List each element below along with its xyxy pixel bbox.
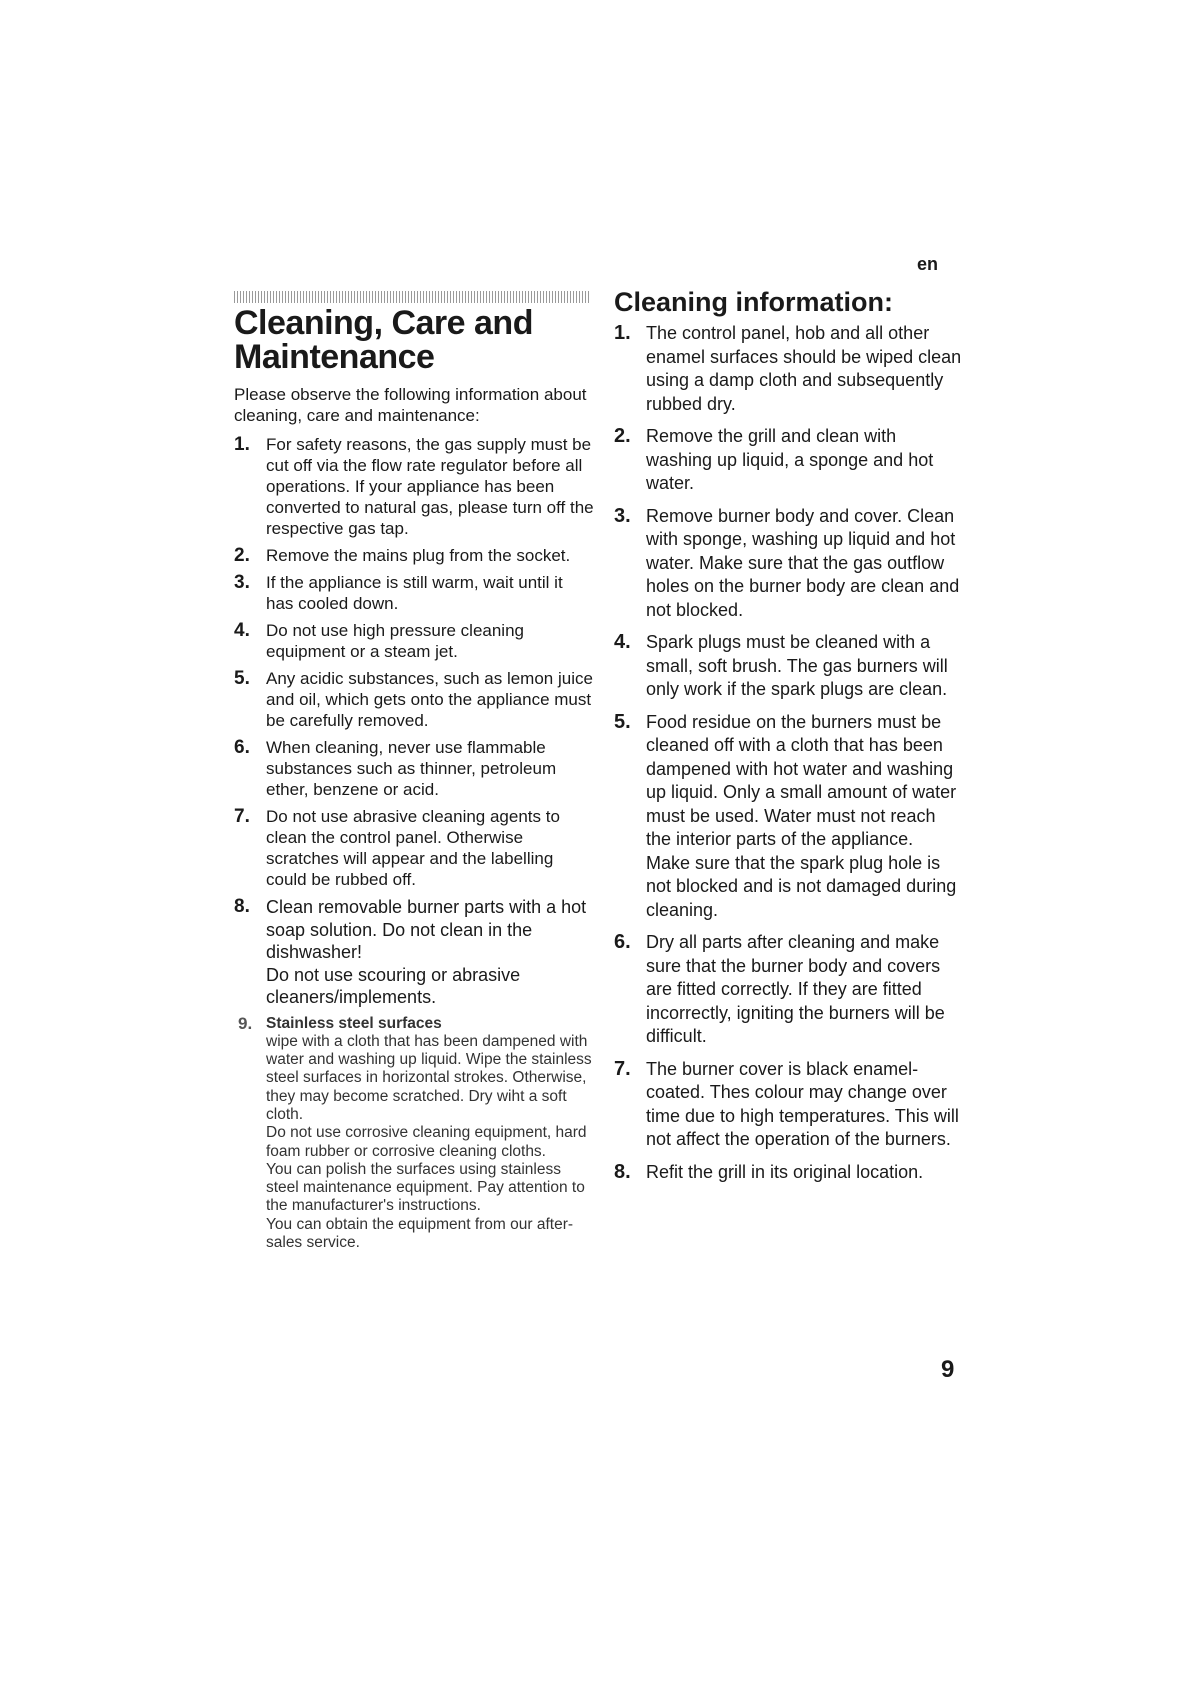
- list-item: [234, 737, 594, 800]
- item-text: You can polish the surfaces using stainless steel maintenance equipment. Pay attention to the manufacturer's instructions.: [266, 1160, 585, 1215]
- item-text: Clean removable burner parts with a hot soap solution. Do not clean in the dishwasher!: [266, 897, 587, 962]
- item-text: Refit the grill in its original location.: [646, 1161, 924, 1182]
- list-item: [234, 572, 594, 614]
- list-item: [234, 806, 594, 890]
- cleaning-info-column: [614, 286, 962, 1193]
- page-number: 9: [941, 1356, 955, 1383]
- list-item: [234, 668, 594, 731]
- item-text: Food residue on the burners must be cleaned off with a cloth that has been dampened with hot water and washing up liquid. Only a small amount of water must be used. Water must not reach the interior parts of the appliance. Make sure that the spark plug hole is not blocked and is not damaged during cleaning.: [646, 711, 957, 920]
- item-text: When cleaning, never use flammable substances such as thinner, petroleum ether, benzene or acid.: [266, 738, 557, 799]
- item-text: wipe with a cloth that has been dampened with water and washing up liquid. Wipe the stainless steel surfaces in horizontal strokes. Otherwise, they may become scratched. Dry wiht a soft cloth.: [266, 1032, 592, 1123]
- list-item: [614, 322, 962, 416]
- item-text-extra: Do not use scouring or abrasive cleaners/implements.: [266, 964, 521, 1007]
- item-text: The burner cover is black enamel-coated. Thes colour may change over time due to high temperatures. This will not affect the operation of the burners.: [646, 1058, 959, 1149]
- list-item: [614, 1058, 962, 1152]
- item-number: 2.: [234, 545, 250, 566]
- cleaning-list: [614, 322, 962, 1184]
- list-item: [614, 711, 962, 923]
- item-number: 4.: [614, 631, 631, 653]
- list-item-stainless-steel: [234, 1015, 594, 1253]
- item-text: Spark plugs must be cleaned with a small, soft brush. The gas burners will only work if the spark plugs are clean.: [646, 632, 948, 699]
- item-text: If the appliance is still warm, wait until it has cooled down.: [266, 573, 563, 613]
- item-text: Do not use corrosive cleaning equipment, hard foam rubber or corrosive cleaning cloths.: [266, 1124, 587, 1160]
- item-text: Any acidic substances, such as lemon juice and oil, which gets onto the appliance must be carefully removed.: [266, 669, 593, 730]
- item-number: 7.: [614, 1057, 631, 1080]
- item-text: Do not use high pressure cleaning equipment or a steam jet.: [266, 621, 524, 661]
- language-code: en: [917, 254, 939, 274]
- intro-text: Please observe the following information about cleaning, care and maintenance:: [234, 385, 587, 425]
- item-number: 5.: [234, 668, 250, 689]
- item-number: 5.: [614, 710, 631, 733]
- item-number: 8.: [614, 1160, 631, 1183]
- section-rule: [234, 291, 590, 303]
- care-list: [234, 434, 594, 1252]
- item-text: For safety reasons, the gas supply must be cut off via the flow rate regulator before all operations. If your appliance has been converted to natural gas, please turn off the respective gas tap.: [266, 435, 594, 538]
- item-number: 6.: [614, 931, 631, 953]
- item-number: 2.: [614, 425, 631, 447]
- list-item: [614, 631, 962, 702]
- list-item: [234, 434, 594, 539]
- list-item: [614, 931, 962, 1049]
- list-item: [234, 896, 594, 1009]
- item-number: 1.: [234, 434, 250, 455]
- list-item: [614, 505, 962, 623]
- item-number: 9.: [238, 1013, 253, 1033]
- item-text: The control panel, hob and all other enamel surfaces should be wiped clean using a damp cloth and subsequently rubbed dry.: [646, 323, 962, 414]
- list-item: [234, 545, 594, 566]
- item-text: Do not use abrasive cleaning agents to clean the control panel. Otherwise scratches will appear and the labelling could be rubbed off.: [266, 807, 560, 889]
- item-number: 4.: [234, 620, 250, 641]
- care-maintenance-column: [234, 306, 594, 1258]
- item-text: Remove burner body and cover. Clean with sponge, washing up liquid and hot water. Make sure that the gas outflow holes on the burner body are clean and not blocked.: [646, 505, 960, 620]
- item-text: You can obtain the equipment from our after-sales service.: [266, 1215, 574, 1252]
- item-text: Remove the grill and clean with washing up liquid, a sponge and hot water.: [646, 426, 934, 493]
- list-item: [614, 1161, 962, 1185]
- subheading: Stainless steel surfaces: [266, 1014, 442, 1032]
- section-title: [234, 306, 594, 374]
- item-text: Remove the mains plug from the socket.: [266, 546, 571, 565]
- item-number: 3.: [234, 572, 250, 593]
- item-number: 8.: [234, 896, 250, 917]
- item-number: 7.: [234, 806, 250, 827]
- item-number: 1.: [614, 322, 631, 344]
- section-title-line1: Cleaning, Care and: [234, 304, 533, 342]
- section-title-line2: Maintenance: [234, 338, 435, 376]
- list-item: [614, 425, 962, 496]
- item-number: 6.: [234, 737, 250, 758]
- cleaning-info-title: Cleaning information:: [614, 287, 893, 317]
- item-text: Dry all parts after cleaning and make sure that the burner body and covers are fitted correctly. If they are fitted incorrectly, igniting the burners will be difficult.: [646, 932, 945, 1046]
- list-item: [234, 620, 594, 662]
- item-number: 3.: [614, 504, 631, 527]
